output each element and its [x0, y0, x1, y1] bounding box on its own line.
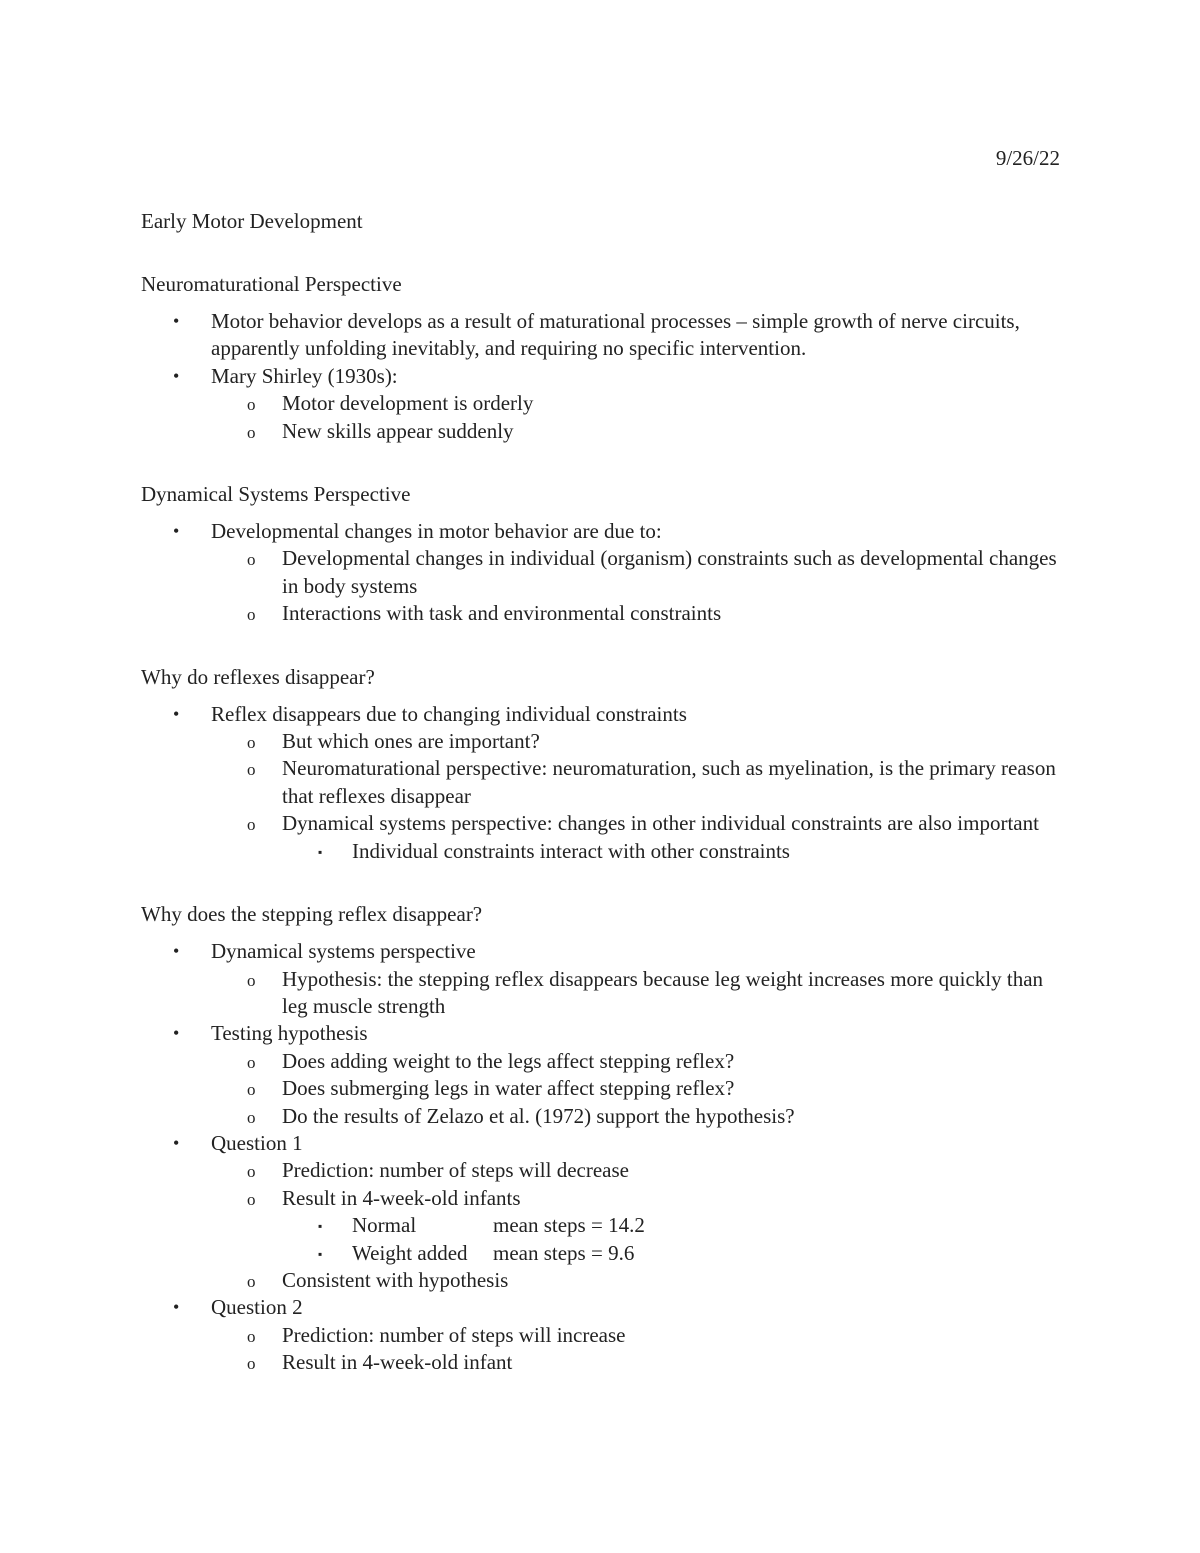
disc-bullet-icon: • [173, 1132, 180, 1153]
sub-sub-list [211, 1212, 1061, 1267]
list-item-text: Developmental changes in motor behavior are due to: [211, 519, 662, 544]
sub-list-item-text: Dynamical systems perspective: changes in other individual constraints are also important [282, 811, 1039, 836]
sub-list-item-text: But which ones are important? [282, 729, 540, 754]
circle-bullet-icon: o [247, 1107, 256, 1127]
condition-label: Weight added [352, 1240, 468, 1265]
list-item [141, 518, 1061, 628]
sub-list-item-text: Hypothesis: the stepping reflex disappears because leg weight increases more quickly than leg muscle strength [282, 966, 1044, 1018]
circle-bullet-icon: o [247, 815, 256, 835]
square-bullet-icon: ▪ [318, 1246, 323, 1261]
list-item-text: Question 1 [211, 1130, 303, 1155]
disc-bullet-icon: • [173, 311, 180, 331]
condition-value: mean steps = 14.2 [493, 1213, 645, 1238]
sub-list-item-text: Neuromaturational perspective: neuromaturation, such as myelination, is the primary reason that reflexes disappear [282, 756, 1056, 808]
sub-list-item [211, 810, 1061, 865]
circle-bullet-icon: o [247, 760, 256, 780]
sub-sub-list-item [282, 838, 1061, 865]
sub-list-item [211, 966, 1061, 1021]
circle-bullet-icon: o [247, 1052, 256, 1072]
sub-list-item-text: Motor development is orderly [282, 391, 534, 416]
disc-bullet-icon: • [173, 365, 180, 386]
sub-list-item [211, 1157, 1061, 1184]
circle-bullet-icon: o [247, 733, 256, 753]
sub-list-item [211, 390, 1061, 417]
document-title: Early Motor Development [141, 209, 363, 233]
disc-bullet-icon: • [173, 703, 180, 724]
circle-bullet-icon: o [247, 422, 256, 442]
sub-list-item-text: Does adding weight to the legs affect stepping reflex? [282, 1048, 735, 1073]
sub-list-item-text: Prediction: number of steps will increase [282, 1322, 626, 1347]
list-item [141, 308, 1061, 363]
circle-bullet-icon: o [247, 550, 256, 570]
square-bullet-icon: ▪ [318, 844, 323, 859]
sub-list-item [211, 1075, 1061, 1102]
circle-bullet-icon: o [247, 1189, 256, 1209]
circle-bullet-icon: o [247, 395, 256, 415]
sub-list [141, 1157, 1061, 1294]
circle-bullet-icon: o [247, 1080, 256, 1100]
sub-list-item-text: New skills appear suddenly [282, 418, 514, 443]
section-heading: Why do reflexes disappear? [141, 664, 375, 689]
list-item-text: Dynamical systems perspective [211, 939, 476, 964]
section-heading: Neuromaturational Perspective [141, 272, 402, 296]
condition-label: Normal [352, 1213, 417, 1238]
disc-bullet-icon: • [173, 1297, 180, 1318]
sub-list-item [211, 728, 1061, 755]
list-item [141, 1020, 1061, 1130]
sub-sub-list [211, 838, 1061, 865]
sub-list-item-text: Does submerging legs in water affect stepping reflex? [282, 1076, 735, 1101]
bullet-list [141, 701, 1061, 865]
bullet-list [141, 938, 1061, 1377]
sub-list [141, 1322, 1061, 1377]
sub-sub-list-item-text: Individual constraints interact with other constraints [352, 838, 790, 863]
section-heading: Dynamical Systems Perspective [141, 482, 411, 507]
sub-list-item [211, 1322, 1061, 1349]
sub-list-item [211, 545, 1061, 600]
sub-list-item-text: Prediction: number of steps will decrease [282, 1158, 629, 1183]
disc-bullet-icon: • [173, 521, 180, 542]
list-item-text: Question 2 [211, 1295, 303, 1320]
circle-bullet-icon: o [247, 1354, 256, 1374]
disc-bullet-icon: • [173, 1023, 180, 1044]
sub-list-item [211, 418, 1061, 445]
sub-list-item-text: Interactions with task and environmental constraints [282, 601, 722, 626]
section-heading: Why does the stepping reflex disappear? [141, 902, 483, 927]
list-item [141, 1294, 1061, 1376]
sub-list-item-text: Result in 4-week-old infant [282, 1350, 513, 1375]
sub-list [141, 1048, 1061, 1130]
bullet-list [141, 308, 1061, 445]
document-body [141, 208, 1061, 1377]
list-item-text: Testing hypothesis [211, 1021, 368, 1046]
list-item [141, 363, 1061, 445]
sub-list-item [211, 1349, 1061, 1376]
sub-list-item-text: Consistent with hypothesis [282, 1267, 509, 1292]
list-item [141, 938, 1061, 1020]
sub-list-item-text: Do the results of Zelazo et al. (1972) support the hypothesis? [282, 1103, 795, 1128]
circle-bullet-icon: o [247, 1271, 256, 1291]
sub-list-item [211, 1267, 1061, 1294]
sub-list [141, 728, 1061, 865]
sub-list-item [211, 1103, 1061, 1130]
bullet-list [141, 518, 1061, 628]
circle-bullet-icon: o [247, 970, 256, 990]
sub-list [141, 966, 1061, 1021]
list-item [141, 701, 1061, 865]
sub-sub-list-item [282, 1240, 1061, 1267]
sub-sub-list-item [282, 1212, 1061, 1239]
sub-list-item [211, 1185, 1061, 1267]
circle-bullet-icon: o [247, 1326, 256, 1346]
sub-list-item [211, 1048, 1061, 1075]
sub-list-item-text: Result in 4-week-old infants [282, 1185, 521, 1210]
list-item-text: Mary Shirley (1930s): [211, 363, 398, 388]
sub-list-item [211, 755, 1061, 810]
circle-bullet-icon: o [247, 1162, 256, 1182]
list-item-text: Motor behavior develops as a result of maturational processes – simple growth of nerve circuits, apparently unfolding inevitably, and requiring no specific intervention. [211, 309, 1020, 361]
disc-bullet-icon: • [173, 941, 180, 962]
condition-value: mean steps = 9.6 [493, 1240, 635, 1265]
sub-list-item [211, 600, 1061, 627]
sub-list [141, 545, 1061, 627]
list-item-text: Reflex disappears due to changing individual constraints [211, 701, 687, 726]
document-date: 9/26/22 [995, 146, 1060, 170]
circle-bullet-icon: o [247, 605, 256, 625]
list-item [141, 1130, 1061, 1294]
sub-list-item-text: Developmental changes in individual (organism) constraints such as developmental changes in body systems [282, 546, 1057, 598]
square-bullet-icon: ▪ [318, 1219, 323, 1234]
sub-list [141, 390, 1061, 445]
